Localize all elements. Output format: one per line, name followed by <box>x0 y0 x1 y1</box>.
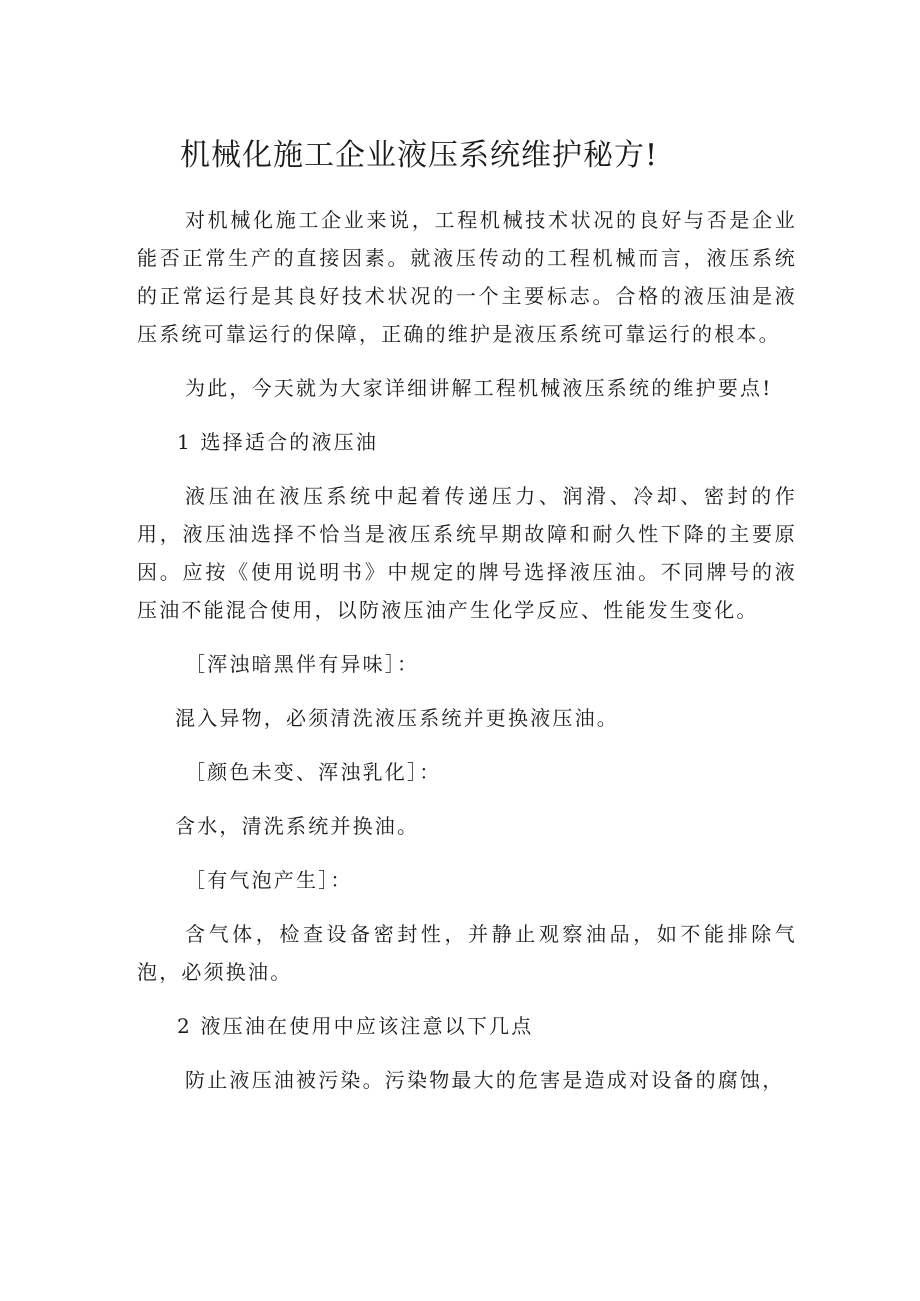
section-2-paragraph: 防止液压油被污染。污染物最大的危害是造成对设备的腐蚀， <box>185 1068 785 1092</box>
case-3-text: 含气体，检查设备密封性，并静止观察油品，如不能排除气泡，必须换油。 <box>137 922 797 984</box>
intro-paragraph: 对机械化施工企业来说，工程机械技术状况的良好与否是企业能否正常生产的直接因素。就液压传动的工程机械而言，液压系统的正常运行是其良好技术状况的一个主要标志。合格的液压油是液压系统可靠运行的保障，正确的维护是液压系统可靠运行的根本。 <box>137 208 797 346</box>
document-title: 机械化施工企业液压系统维护秘方! <box>180 138 659 173</box>
section-2-heading: 2 液压油在使用中应该注意以下几点 <box>177 1014 534 1038</box>
case-2-label: ［颜色未变、浑浊乳化］： <box>185 760 442 784</box>
intro-line: 为此，今天就为大家详细讲解工程机械液压系统的维护要点! <box>185 376 773 400</box>
case-2-text: 含水，清洗系统并换油。 <box>175 814 420 838</box>
document-body <box>137 201 797 1115</box>
section-1-heading: 1 选择适合的液压油 <box>177 430 379 454</box>
case-1-text: 混入异物，必须清洗液压系统并更换液压油。 <box>175 706 619 730</box>
case-1-label: ［浑浊暗黑伴有异味］： <box>185 652 420 676</box>
section-1-paragraph: 液压油在液压系统中起着传递压力、润滑、冷却、密封的作用，液压油选择不恰当是液压系统早期故障和耐久性下降的主要原因。应按《使用说明书》中规定的牌号选择液压油。不同牌号的液压油不能混合使用，以防液压油产生化学反应、性能发生变化。 <box>137 484 797 622</box>
case-3-label: ［有气泡产生］： <box>185 868 353 892</box>
